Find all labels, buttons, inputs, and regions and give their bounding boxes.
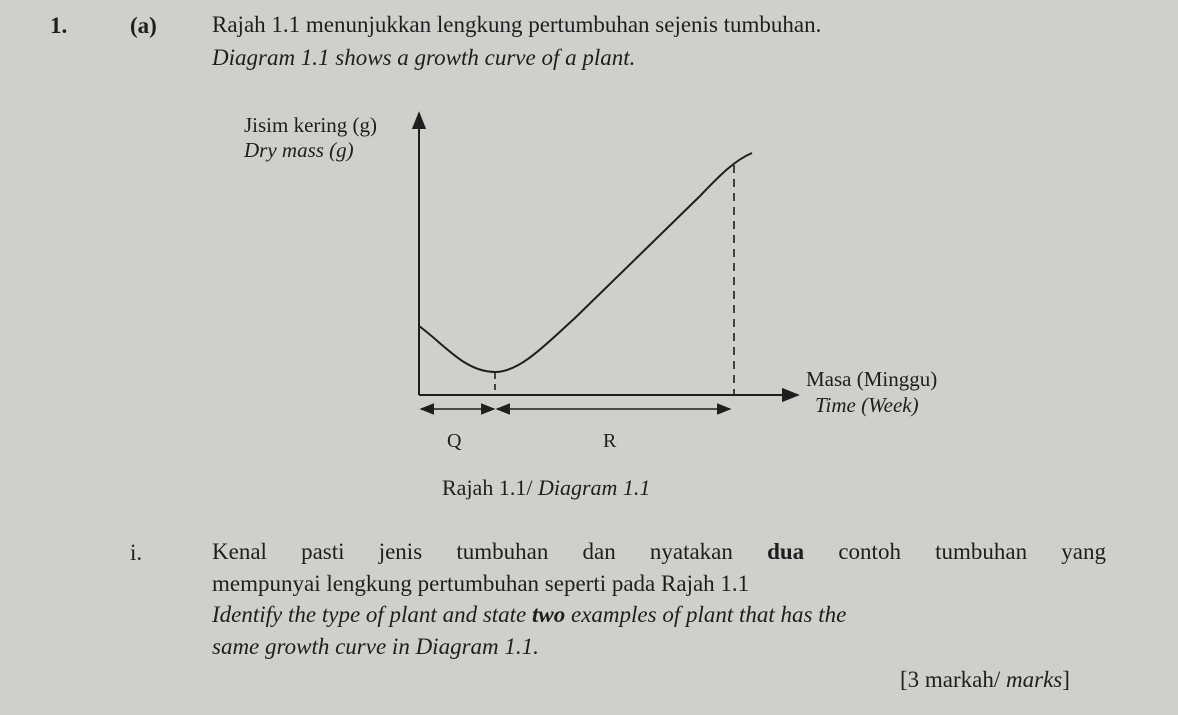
interval-r-label: R [603, 430, 617, 452]
interval-q-label: Q [447, 430, 462, 452]
y-axis-label-english: Dry mass (g) [244, 138, 354, 162]
question-number: 1. [50, 13, 68, 38]
subquestion-malay-line2: mempunyai lengkung pertumbuhan seperti pada Rajah 1.1 [212, 571, 750, 596]
marks-label: [3 markah/ marks] [900, 667, 1070, 692]
subquestion-english-line2: same growth curve in Diagram 1.1. [212, 634, 539, 659]
subquestion-english-line1: Identify the type of plant and state two examples of plant that has the [212, 602, 847, 627]
diagram-caption [442, 477, 650, 499]
intro-english: Diagram 1.1 shows a growth curve of a plant. [212, 45, 636, 70]
question-part: (a) [130, 13, 157, 38]
caption-malay: Rajah 1.1/ [442, 475, 538, 500]
subquestion-malay-line1: Kenal pasti jenis tumbuhan dan nyatakan dua contoh tumbuhan yang [212, 539, 1106, 564]
subquestion-number: i. [130, 540, 143, 565]
x-axis-label-malay: Masa (Minggu) [806, 367, 938, 391]
caption-english: Diagram 1.1 [537, 475, 651, 500]
x-axis-label-english: Time (Week) [815, 393, 919, 417]
intro-malay: Rajah 1.1 menunjukkan lengkung pertumbuhan sejenis tumbuhan. [212, 12, 822, 37]
growth-curve [419, 153, 752, 372]
y-axis-label-malay: Jisim kering (g) [244, 113, 377, 137]
